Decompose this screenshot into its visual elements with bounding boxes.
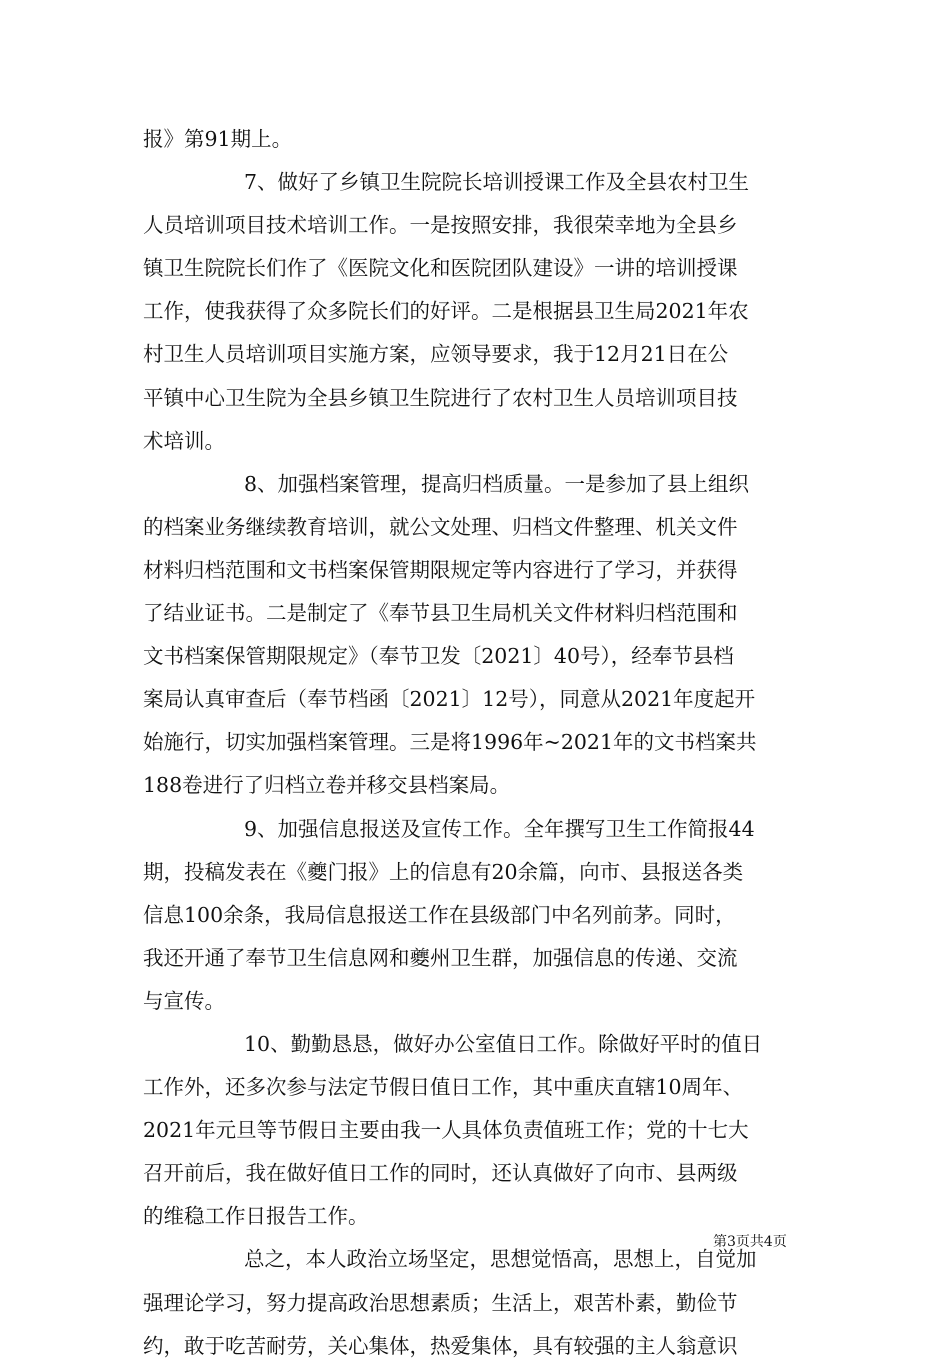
text-line: 强理论学习，努力提高政治思想素质；生活上，艰苦朴素，勤俭节 [143,1290,738,1315]
text-line: 始施行，切实加强档案管理。三是将1996年~2021年的文书档案共 [143,730,757,755]
text-line: 7、做好了乡镇卫生院院长培训授课工作及全县农村卫生 [244,170,750,195]
text-line: 了结业证书。二是制定了《奉节县卫生局机关文件材料归档范围和 [143,601,738,626]
text-line: 信息100余条，我局信息报送工作在县级部门中名列前茅。同时， [143,902,736,927]
text-line: 的档案业务继续教育培训，就公文处理、归档文件整理、机关文件 [143,514,738,539]
text-line: 案局认真审查后（奉节档函〔2021〕12号），同意从2021年度起开 [143,687,756,712]
page-footer: 第3页共4页 [713,1234,787,1250]
text-line: 9、加强信息报送及宣传工作。全年撰写卫生工作简报44 [244,816,755,841]
text-line: 人员培训项目技术培训工作。一是按照安排，我很荣幸地为全县乡 [143,213,738,238]
text-line: 与宣传。 [143,988,225,1013]
text-line: 期，投稿发表在《夔门报》上的信息有20余篇，向市、县报送各类 [143,859,744,884]
text-line: 镇卫生院院长们作了《医院文化和医院团队建设》一讲的培训授课 [143,256,738,281]
text-line: 总之，本人政治立场坚定，思想觉悟高，思想上，自觉加 [244,1247,757,1272]
text-line: 约，敢于吃苦耐劳，关心集体，热爱集体，具有较强的主人翁意识 [143,1333,738,1358]
text-line: 的维稳工作日报告工作。 [143,1204,369,1229]
text-line: 工作，使我获得了众多院长们的好评。二是根据县卫生局2021年农 [143,299,749,324]
text-line: 188卷进行了归档立卷并移交县档案局。 [143,773,511,798]
text-line: 工作外，还多次参与法定节假日值日工作，其中重庆直辖10周年、 [143,1075,744,1100]
text-line: 术培训。 [143,428,225,453]
text-line: 召开前后，我在做好值日工作的同时，还认真做好了向市、县两级 [143,1161,738,1186]
document-body [143,118,819,1368]
text-line: 平镇中心卫生院为全县乡镇卫生院进行了农村卫生人员培训项目技 [143,385,738,410]
text-line: 文书档案保管期限规定》（奉节卫发〔2021〕40号），经奉节县档 [143,644,734,669]
text-line: 10、勤勤恳恳，做好办公室值日工作。除做好平时的值日 [244,1031,763,1056]
text-line: 材料归档范围和文书档案保管期限规定等内容进行了学习，并获得 [143,557,738,582]
text-line: 2021年元旦等节假日主要由我一人具体负责值班工作；党的十七大 [143,1118,749,1143]
text-line: 我还开通了奉节卫生信息网和夔州卫生群，加强信息的传递、交流 [143,945,738,970]
text-line: 8、加强档案管理，提高归档质量。一是参加了县上组织 [244,471,750,496]
text-line: 村卫生人员培训项目实施方案，应领导要求，我于12月21日在公 [143,342,729,367]
text-line: 报》第91期上。 [143,127,293,151]
